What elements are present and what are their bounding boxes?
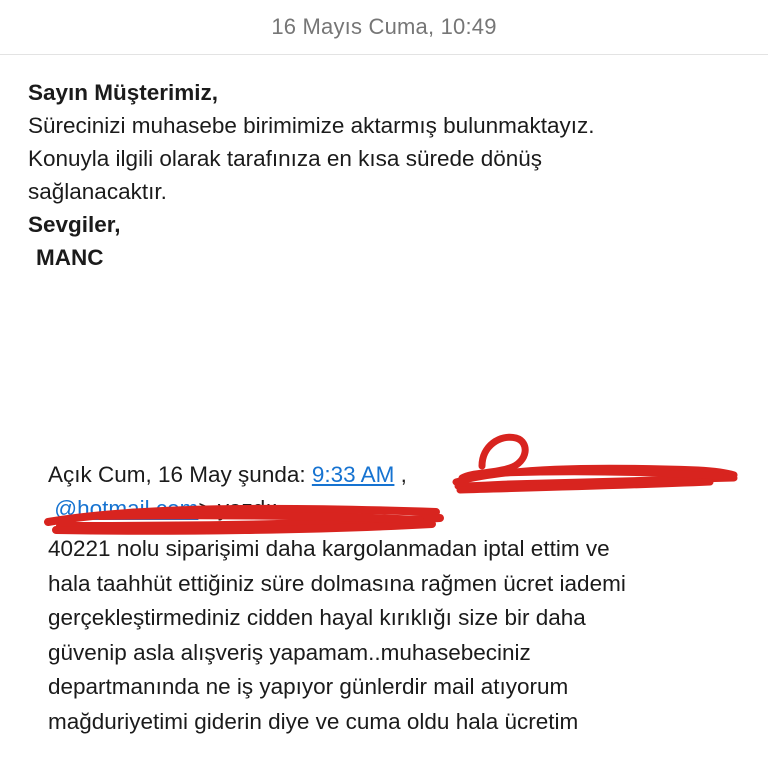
- message-date-text: 16 Mayıs Cuma, 10:49: [271, 14, 497, 39]
- quoted-time-link[interactable]: 9:33 AM: [311, 462, 395, 487]
- message-greeting: Sayın Müşterimiz,: [28, 80, 219, 105]
- quoted-message-block: [48, 458, 748, 739]
- header-divider: [0, 54, 768, 55]
- message-line-3: sağlanacaktır.: [28, 179, 167, 204]
- quoted-message-text: [48, 532, 748, 739]
- quoted-intro-prefix: Açık Cum, 16 May şunda:: [48, 462, 312, 487]
- quoted-line-4: güvenip asla alışveriş yapamam..muhasebeciniz: [48, 639, 531, 665]
- message-closing: Sevgiler,: [28, 212, 121, 237]
- quoted-line-2: hala taahhüt ettiğiniz süre dolmasına rağmen ücret iademi: [48, 570, 626, 596]
- message-signature: MANC: [36, 245, 104, 270]
- quoted-intro-suffix: > yazdı:: [198, 496, 278, 521]
- quoted-sender-email-link[interactable]: @hotmail.com: [54, 496, 199, 521]
- message-line-2: Konuyla ilgili olarak tarafınıza en kısa sürede dönüş: [28, 146, 543, 171]
- message-body: [28, 76, 740, 274]
- quoted-line-1: 40221 nolu siparişimi daha kargolanmadan iptal ettim ve: [48, 536, 610, 561]
- quoted-intro-comma: ,: [394, 462, 407, 487]
- quoted-line-5: departmanında ne iş yapıyor günlerdir mail atıyorum: [48, 674, 569, 699]
- quoted-line-6: mağduriyetimi giderin diye ve cuma oldu hala ücretim: [48, 708, 579, 734]
- quoted-message-header: [48, 458, 748, 526]
- quoted-line-3: gerçekleştirmediniz cidden hayal kırıklığı size bir daha: [48, 605, 586, 630]
- message-line-1: Sürecinizi muhasebe birimimize aktarmış bulunmaktayız.: [28, 113, 595, 138]
- message-date-header: [0, 0, 768, 54]
